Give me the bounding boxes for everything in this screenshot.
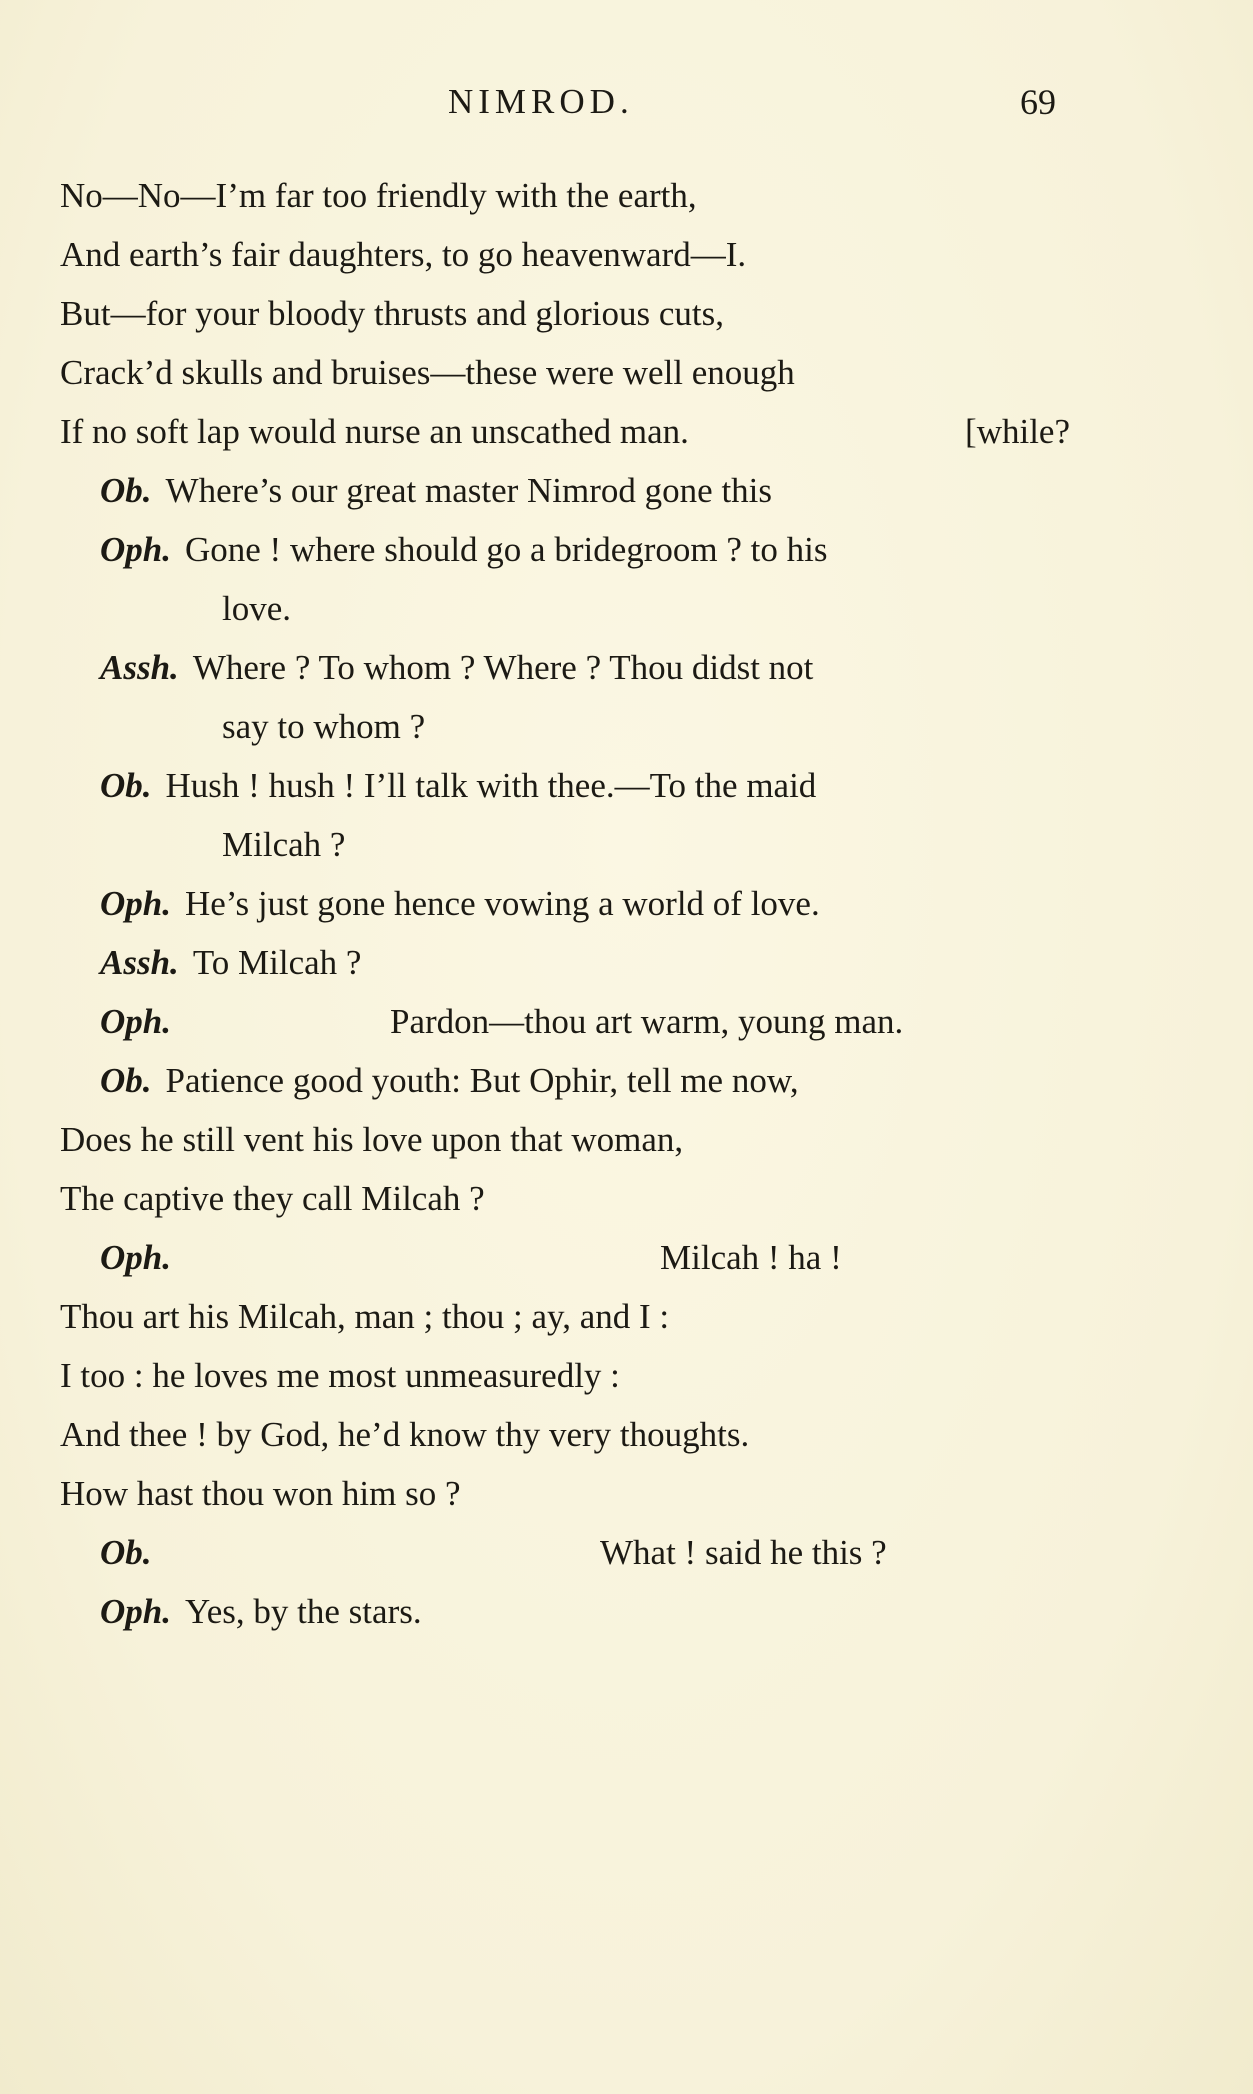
line-text: Milcah ? <box>222 825 346 864</box>
verse-line <box>222 697 1232 756</box>
speech-line <box>100 1523 1110 1582</box>
verse-line <box>60 1405 1070 1464</box>
line-text: What ! said he this ? <box>600 1533 887 1572</box>
speaker-label: Assh. <box>100 943 179 982</box>
speaker-label: Oph. <box>100 530 171 569</box>
speech-line <box>100 1051 1110 1110</box>
speaker-label: Ob. <box>100 1061 152 1100</box>
line-text: And earth’s fair daughters, to go heavenward—I. <box>60 235 747 274</box>
speaker-label: Ob. <box>100 1533 152 1572</box>
line-text: He’s just gone hence vowing a world of love. <box>185 884 820 923</box>
speech-line <box>100 933 1110 992</box>
verse-line <box>60 166 1070 225</box>
verse-line <box>60 1169 1070 1228</box>
verse-line <box>222 579 1232 638</box>
speaker-label: Oph. <box>100 1002 171 1041</box>
speech-line <box>100 520 1110 579</box>
line-text: Thou art his Milcah, man ; thou ; ay, and I : <box>60 1297 670 1336</box>
running-title: NIMROD. <box>448 82 634 121</box>
line-text: I too : he loves me most unmeasuredly : <box>60 1356 620 1395</box>
line-text: Patience good youth: But Ophir, tell me now, <box>165 1061 799 1100</box>
line-text: How hast thou won him so ? <box>60 1474 461 1513</box>
speech-line <box>100 874 1110 933</box>
verse-line <box>60 343 1070 402</box>
line-text: If no soft lap would nurse an unscathed man. <box>60 412 689 451</box>
line-text: Yes, by the stars. <box>185 1592 422 1631</box>
speaker-label: Ob. <box>100 471 152 510</box>
line-text: Hush ! hush ! I’ll talk with thee.—To the maid <box>165 766 817 805</box>
line-text: say to whom ? <box>222 707 426 746</box>
running-head <box>0 72 1253 132</box>
verse-line <box>60 1464 1070 1523</box>
verse-line <box>60 225 1070 284</box>
line-text: love. <box>222 589 292 628</box>
verse-line <box>60 284 1070 343</box>
verse-line <box>60 402 1070 461</box>
line-text: And thee ! by God, he’d know thy very thoughts. <box>60 1415 750 1454</box>
speaker-label: Oph. <box>100 1238 171 1277</box>
speech-line <box>100 1228 1110 1287</box>
line-text: To Milcah ? <box>192 943 362 982</box>
speech-line <box>100 461 1070 520</box>
verse-line <box>60 1346 1070 1405</box>
speech-line <box>100 1582 1110 1641</box>
line-text: But—for your bloody thrusts and glorious cuts, <box>60 294 724 333</box>
speaker-label: Ob. <box>100 766 152 805</box>
line-text: Pardon—thou art warm, young man. <box>390 1002 904 1041</box>
line-text: Does he still vent his love upon that woman, <box>60 1120 684 1159</box>
verse-line <box>222 815 1232 874</box>
line-text: Where ? To whom ? Where ? Thou didst not <box>192 648 814 687</box>
line-text: Milcah ! ha ! <box>660 1238 842 1277</box>
verse-line <box>60 1287 1070 1346</box>
line-text: Gone ! where should go a bridegroom ? to his <box>185 530 828 569</box>
page-number: 69 <box>1020 82 1056 122</box>
speaker-label: Assh. <box>100 648 179 687</box>
line-text: The captive they call Milcah ? <box>60 1179 485 1218</box>
speech-line <box>100 756 1110 815</box>
speaker-label: Oph. <box>100 884 171 923</box>
line-text: Crack’d skulls and bruises—these were well enough <box>60 353 795 392</box>
speech-line <box>100 992 1110 1051</box>
speaker-label: Oph. <box>100 1592 171 1631</box>
line-text: Where’s our great master Nimrod gone this <box>165 471 773 510</box>
speech-line <box>100 638 1110 697</box>
verse-line <box>60 1110 1070 1169</box>
line-text: No—No—I’m far too friendly with the earth, <box>60 176 697 215</box>
turnover-fragment: [while? <box>965 412 1070 451</box>
